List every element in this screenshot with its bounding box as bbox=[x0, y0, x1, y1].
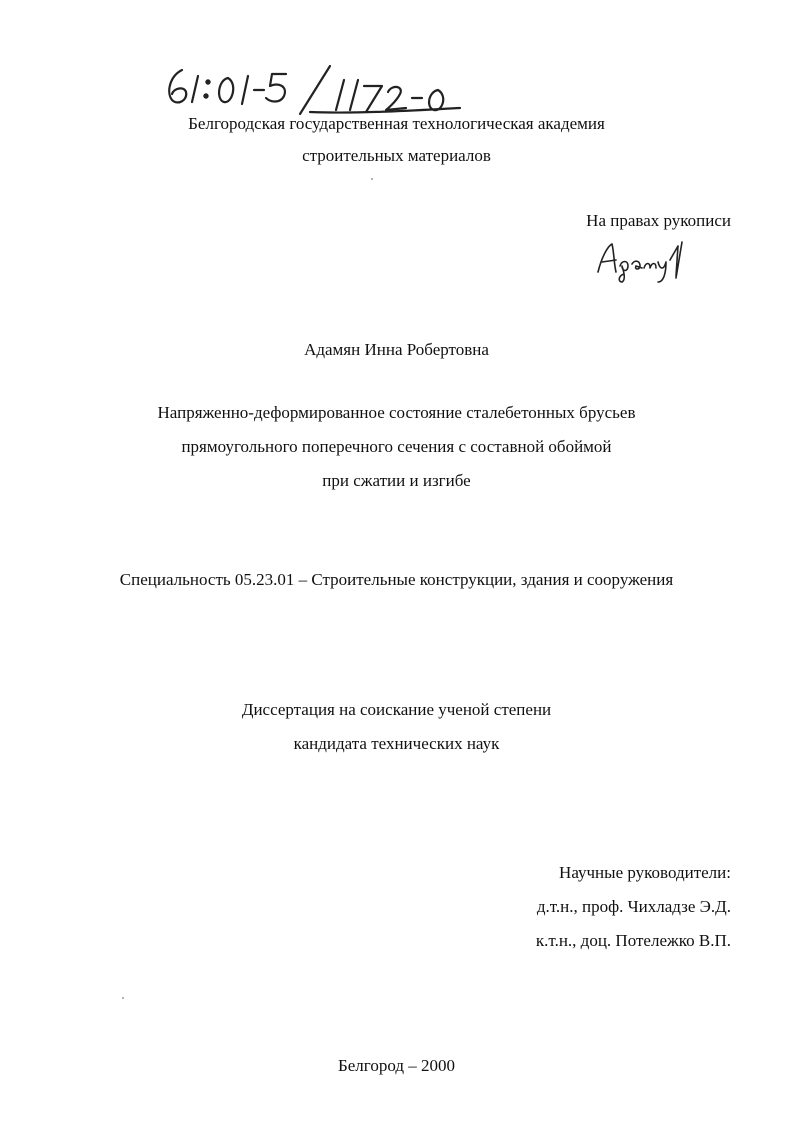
author-name: Адамян Инна Робертовна bbox=[304, 340, 489, 359]
scan-speck bbox=[122, 997, 124, 999]
manuscript-rights-label: На правах рукописи bbox=[586, 211, 731, 230]
supervisor-2: к.т.н., доц. Потележко В.П. bbox=[535, 931, 731, 950]
scan-speck bbox=[371, 178, 373, 180]
dissertation-line-2: кандидата технических наук bbox=[293, 734, 500, 753]
title-line-1: Напряженно-деформированное состояние сталебетонных брусьев bbox=[157, 403, 636, 422]
supervisors-heading: Научные руководители: bbox=[559, 863, 731, 882]
title-line-3: при сжатии и изгибе bbox=[322, 471, 471, 490]
institution-line-1: Белгородская государственная технологическая академия bbox=[188, 114, 605, 133]
author-signature bbox=[592, 232, 692, 284]
city-year-footer: Белгород – 2000 bbox=[338, 1056, 455, 1075]
supervisor-1: д.т.н., проф. Чихладзе Э.Д. bbox=[536, 897, 731, 916]
institution-line-2: строительных материалов bbox=[302, 146, 491, 165]
handwritten-archive-number bbox=[160, 62, 540, 117]
dissertation-line-1: Диссертация на соискание ученой степени bbox=[241, 700, 552, 719]
title-line-2: прямоугольного поперечного сечения с составной обоймой bbox=[181, 437, 612, 456]
specialty-line: Специальность 05.23.01 – Строительные конструкции, здания и сооружения bbox=[119, 570, 674, 589]
